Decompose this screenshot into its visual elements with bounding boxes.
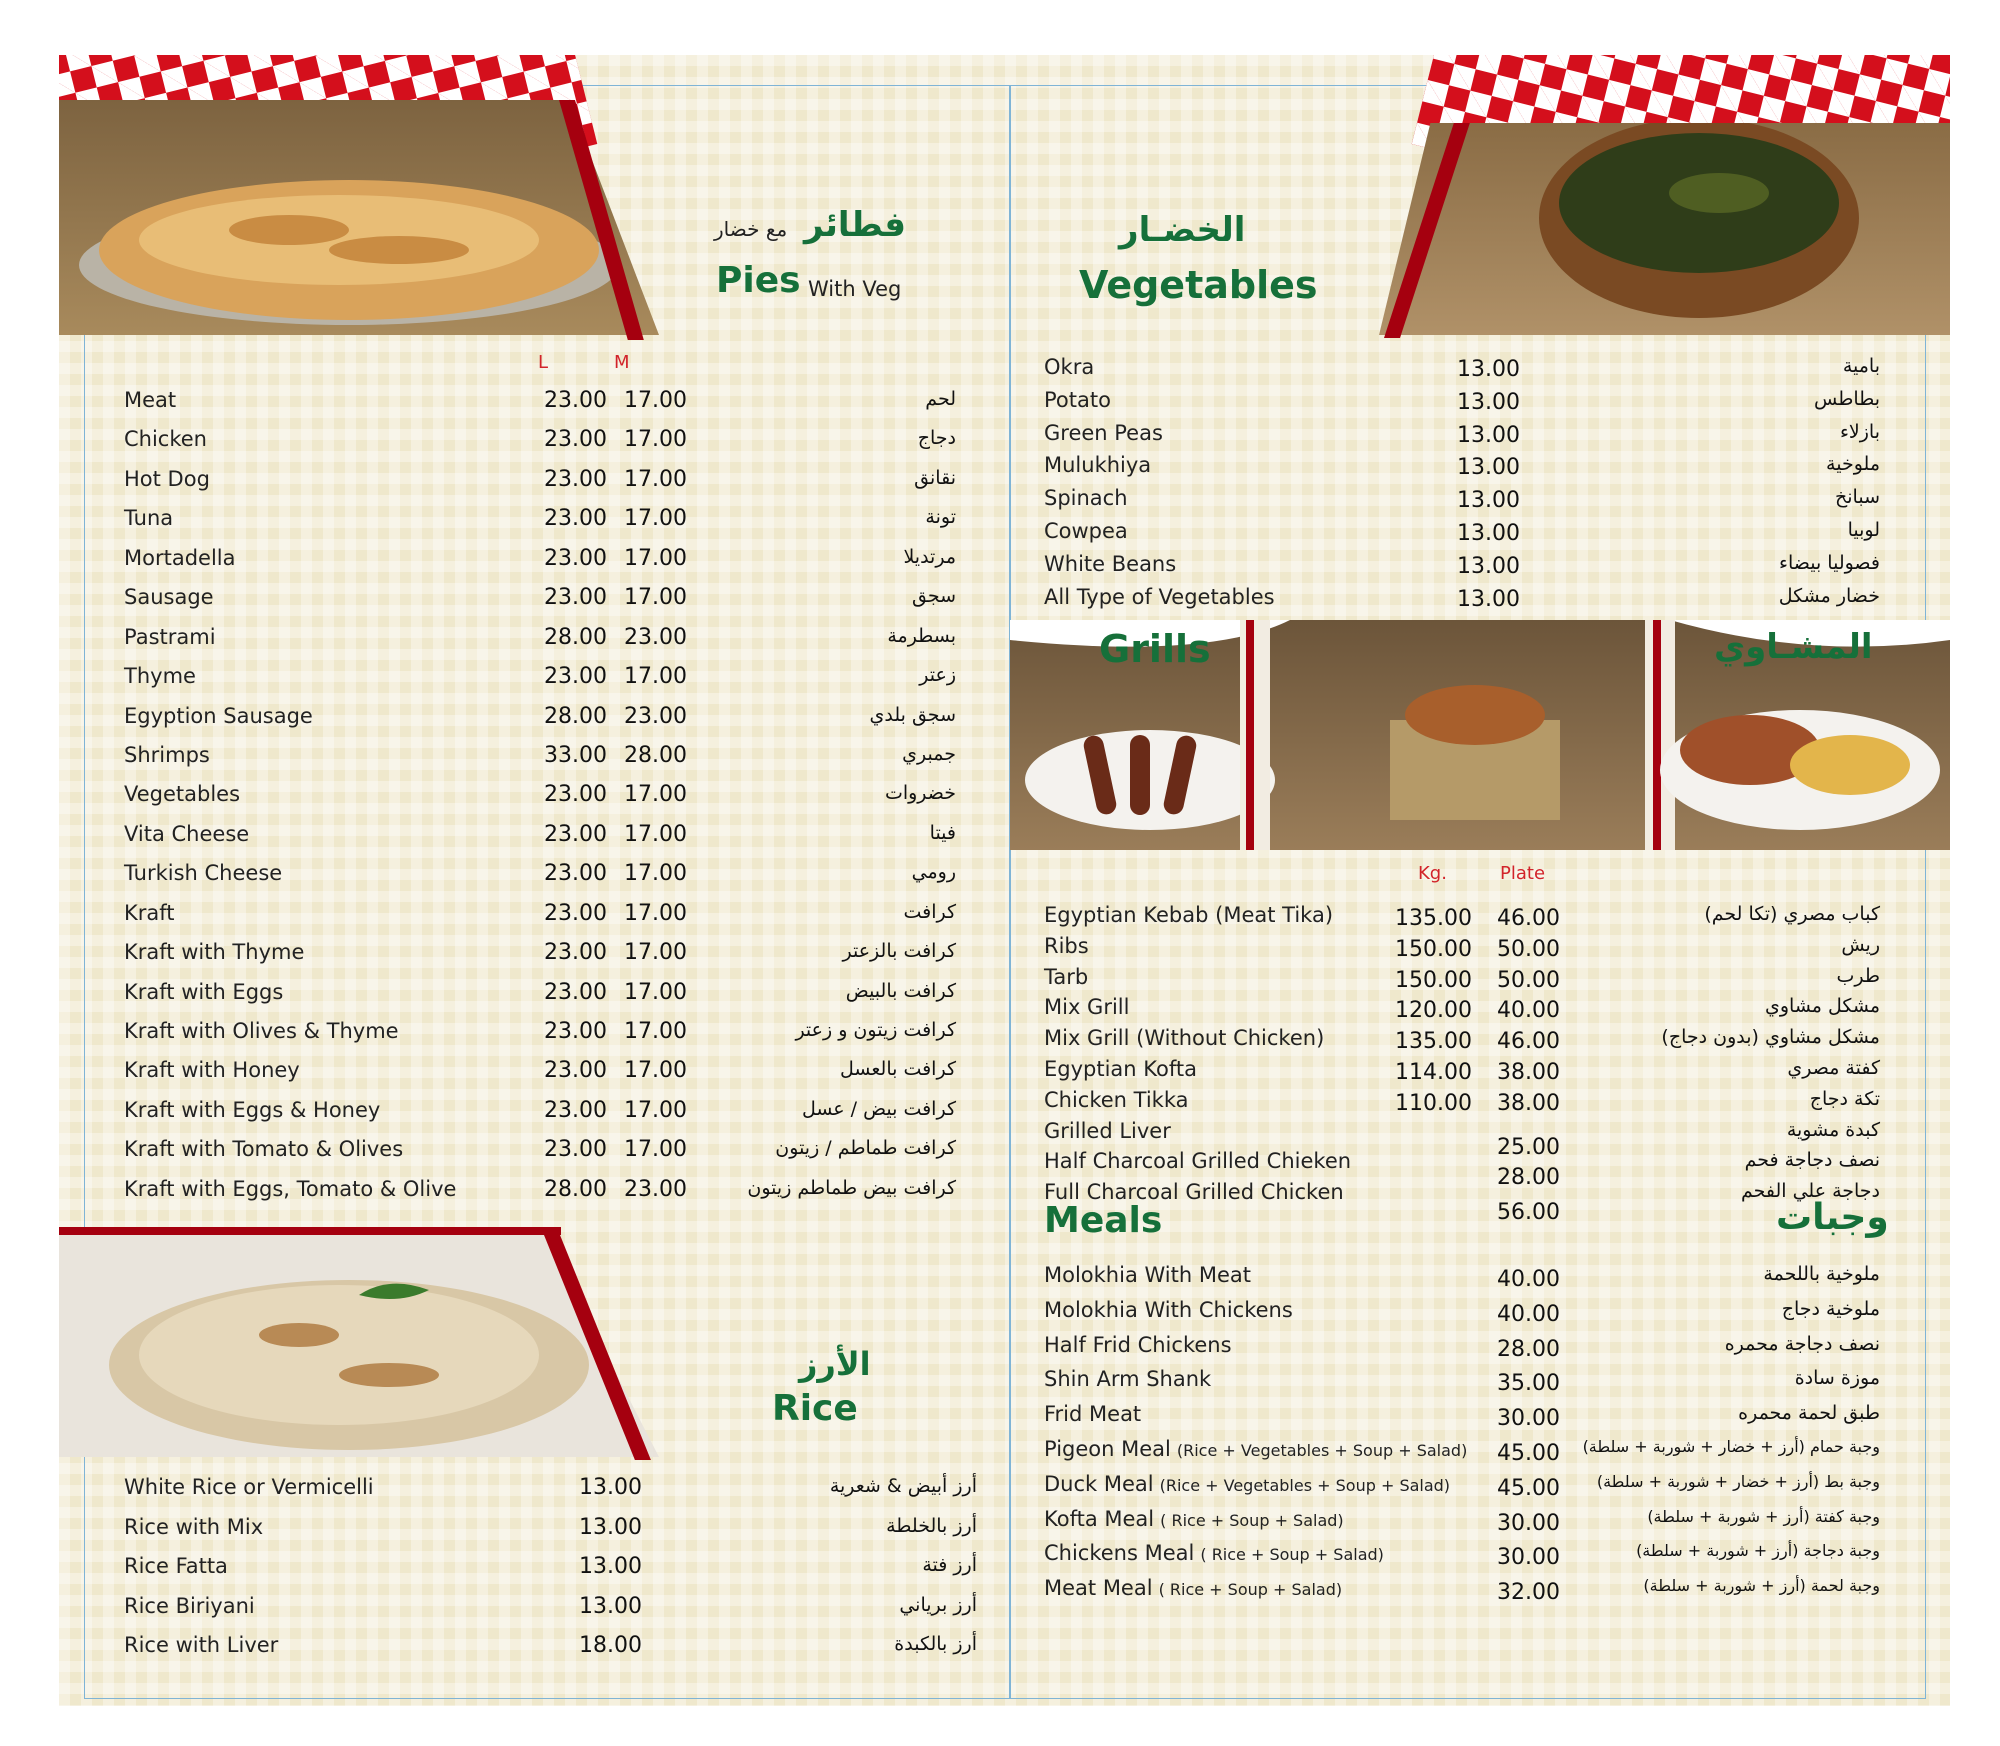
pie-item-price-m: 17.00: [624, 664, 687, 690]
rice-item-row: [124, 1475, 984, 1515]
grill-item-price-kg: 114.00: [1395, 1059, 1472, 1085]
pie-item-name-ar: كرافت بيض / عسل: [801, 1097, 956, 1120]
meal-item-name: [1044, 1507, 1344, 1531]
pie-item-price-l: 23.00: [544, 427, 607, 453]
meal-item-name: [1044, 1263, 1251, 1287]
pie-item-name-ar: خضروات: [884, 782, 956, 805]
rice-item-name: Rice with Mix: [124, 1514, 264, 1539]
pie-item-row: [124, 625, 984, 664]
pie-item-name-ar: كرافت بالبيض: [845, 979, 956, 1002]
pie-item-name-ar: كرافت طماطم / زيتون: [775, 1137, 956, 1160]
grills-col-kg: Kg.: [1418, 863, 1447, 884]
vegetable-item-row: [1044, 388, 1924, 421]
grill-item-name-ar: كبدة مشوية: [1786, 1118, 1880, 1141]
grill-item-name: Egyptian Kebab (Meat Tika): [1044, 903, 1334, 927]
pies-col-l: L: [538, 352, 549, 373]
rice-item-name-ar: أرز فتة: [922, 1554, 977, 1577]
pie-item-row: [124, 506, 984, 545]
meal-item-row: [1044, 1298, 1924, 1333]
rice-photo-top-border: [59, 1227, 561, 1235]
grills-title-en: Grills: [1099, 627, 1211, 671]
grill-item-name-ar: دجاجة علي الفحم: [1740, 1180, 1880, 1203]
grill-item-name: Egyptian Kofta: [1044, 1056, 1197, 1081]
vegetable-item-price: 13.00: [1457, 422, 1520, 448]
pie-item-price-m: 23.00: [624, 1176, 687, 1202]
vegetable-item-name-ar: بامية: [1842, 355, 1880, 377]
pie-item-price-l: 23.00: [544, 585, 607, 611]
pie-item-price-l: 28.00: [544, 703, 607, 729]
vegetable-item-row: [1044, 355, 1924, 388]
pie-item-name: Thyme: [124, 664, 196, 689]
vegetable-item-name: Potato: [1044, 387, 1111, 412]
pie-item-row: [124, 388, 984, 427]
pie-item-price-m: 17.00: [624, 585, 687, 611]
vegetable-item-name-ar: بطاطس: [1813, 387, 1880, 410]
meal-item-name: [1044, 1437, 1467, 1461]
meal-item-note: ( Rice + Soup + Salad): [1200, 1545, 1384, 1565]
grill-item-price-kg: 135.00: [1395, 906, 1472, 931]
pie-item-name: Kraft: [124, 900, 175, 925]
meal-item-price: 30.00: [1497, 1406, 1560, 1432]
pie-item-price-m: 17.00: [624, 1058, 687, 1084]
meal-item-title: Molokhia With Meat: [1044, 1263, 1251, 1287]
grill-item-name-ar: نصف دجاجة فحم: [1744, 1149, 1880, 1172]
rice-item-name-ar: أرز أبيض & شعرية: [829, 1475, 977, 1497]
meal-item-title: Pigeon Meal: [1044, 1436, 1171, 1461]
rice-item-row: [124, 1633, 984, 1673]
grill-item-price-kg: 120.00: [1395, 998, 1472, 1024]
pie-item-price-m: 17.00: [624, 545, 687, 571]
rice-item-name: Rice Fatta: [124, 1554, 228, 1579]
grill-item-price-plate: 56.00: [1497, 1200, 1560, 1226]
vegetable-item-price: 13.00: [1457, 586, 1520, 612]
pie-item-name: Kraft with Honey: [124, 1058, 300, 1083]
grill-item-name: Half Charcoal Grilled Chieken: [1044, 1149, 1352, 1174]
pie-item-name-ar: تونة: [925, 506, 956, 529]
meal-item-price: 30.00: [1497, 1510, 1560, 1536]
vegetable-item-row: [1044, 453, 1924, 486]
grill-item-name-ar: تكة دجاج: [1809, 1087, 1880, 1110]
pie-item-name-ar: كرافت زيتون و زعتر: [795, 1019, 956, 1041]
pie-item-name-ar: كرافت بالعسل: [840, 1058, 956, 1081]
vegetable-item-name: Green Peas: [1044, 420, 1163, 445]
pie-item-price-l: 28.00: [544, 1176, 607, 1202]
pie-item-price-l: 23.00: [544, 1058, 607, 1084]
pie-item-name: Shrimps: [124, 742, 210, 767]
vegetable-item-name: Mulukhiya: [1044, 453, 1152, 478]
rice-item-name-ar: أرز برياني: [899, 1593, 977, 1616]
pie-item-price-m: 28.00: [624, 742, 687, 768]
grill-item-name-ar: مشكل مشاوي: [1764, 995, 1880, 1018]
pie-item-name: Tuna: [124, 506, 174, 531]
pie-item-row: [124, 1058, 984, 1097]
meal-item-row: [1044, 1333, 1924, 1368]
vegetable-item-name-ar: ملوخية: [1826, 453, 1880, 476]
pie-item-price-l: 23.00: [544, 821, 607, 847]
grill-item-row: [1044, 934, 1924, 965]
vegetable-item-price: 13.00: [1457, 455, 1520, 481]
pie-item-name: Chicken: [124, 427, 207, 452]
pie-item-price-m: 17.00: [624, 1097, 687, 1123]
pie-item-price-l: 23.00: [544, 1137, 607, 1163]
vegetable-item-name: Okra: [1044, 355, 1095, 379]
vegetable-item-name: Cowpea: [1044, 518, 1128, 543]
meal-item-row: [1044, 1472, 1924, 1507]
molokhia-photo: [1379, 123, 1950, 335]
meal-item-row: [1044, 1263, 1924, 1298]
pie-item-name-ar: مرتديلا: [903, 545, 956, 568]
vegetable-item-name: All Type of Vegetables: [1044, 584, 1275, 609]
pie-item-price-m: 17.00: [624, 1019, 687, 1044]
pie-item-row: [124, 1177, 984, 1216]
meal-item-name-ar: وجبة لحمة (أرز + شوربة + سلطة): [1643, 1576, 1880, 1596]
rice-item-price: 13.00: [579, 1593, 642, 1619]
grill-item-name: Grilled Liver: [1044, 1118, 1171, 1143]
meals-title-ar: وجبات: [1776, 1197, 1889, 1238]
vegetable-item-row: [1044, 585, 1924, 618]
pie-item-name: Meat: [124, 388, 177, 412]
pie-item-row: [124, 743, 984, 782]
pie-item-name-ar: كرافت: [903, 900, 956, 923]
vegetable-item-name: Spinach: [1044, 486, 1128, 511]
meal-item-price: 40.00: [1497, 1301, 1560, 1327]
pie-item-name: Kraft with Eggs, Tomato & Olive: [124, 1176, 457, 1201]
grill-item-name: Chicken Tikka: [1044, 1087, 1189, 1112]
meal-item-row: [1044, 1507, 1924, 1542]
grill-item-name-ar: كباب مصري (تكا لحم): [1704, 903, 1880, 925]
pie-item-price-l: 33.00: [544, 742, 607, 768]
pie-item-price-l: 23.00: [544, 900, 607, 926]
pies-title-ar: فطائر: [804, 205, 907, 245]
vegetable-item-price: 13.00: [1457, 488, 1520, 514]
rice-item-name: White Rice or Vermicelli: [124, 1475, 374, 1499]
meal-item-price: 32.00: [1497, 1580, 1560, 1606]
vegetable-item-row: [1044, 421, 1924, 454]
meal-item-row: [1044, 1576, 1924, 1611]
grill-item-row: [1044, 965, 1924, 996]
pie-item-name-ar: دجاج: [917, 427, 956, 450]
meal-item-name: [1044, 1333, 1232, 1357]
pie-item-price-m: 17.00: [624, 782, 687, 808]
pie-item-price-l: 23.00: [544, 1019, 607, 1044]
rice-item-price: 18.00: [579, 1633, 642, 1659]
rice-title-en: Rice: [772, 1388, 858, 1429]
pie-item-price-l: 23.00: [544, 940, 607, 966]
pie-item-price-l: 23.00: [544, 861, 607, 887]
pie-item-name-ar: سجق: [911, 585, 956, 608]
grills-title-ar: المشـاوي: [1714, 627, 1873, 667]
meal-item-name-ar: موزة سادة: [1794, 1367, 1880, 1390]
pie-item-price-l: 23.00: [544, 466, 607, 492]
grill-item-row: [1044, 903, 1924, 934]
meal-item-row: [1044, 1541, 1924, 1576]
grill-item-name-ar: مشكل مشاوي (بدون دجاج): [1661, 1026, 1880, 1049]
vegetable-item-price: 13.00: [1457, 357, 1520, 382]
meal-item-title: Chickens Meal: [1044, 1541, 1195, 1566]
meal-item-note: (Rice + Vegetables + Soup + Salad): [1159, 1475, 1451, 1495]
rice-item-row: [124, 1515, 984, 1555]
pie-item-row: [124, 940, 984, 979]
vegetables-title-ar: الخضـار: [1119, 210, 1246, 250]
pie-item-row: [124, 467, 984, 506]
grill-item-name: Full Charcoal Grilled Chicken: [1044, 1180, 1344, 1205]
pie-item-price-l: 23.00: [544, 1097, 607, 1123]
vegetable-item-row: [1044, 519, 1924, 552]
pie-item-price-m: 17.00: [624, 861, 687, 887]
grill-item-row: [1044, 1149, 1924, 1191]
grill-item-price-plate: 38.00: [1497, 1059, 1560, 1085]
grill-item-row: [1044, 1088, 1924, 1119]
pie-item-row: [124, 664, 984, 703]
pie-item-price-m: 17.00: [624, 1137, 687, 1163]
grill-item-row: [1044, 995, 1924, 1026]
meal-item-name-ar: نصف دجاجة محمره: [1724, 1332, 1880, 1355]
meal-item-title: Half Frid Chickens: [1044, 1332, 1232, 1357]
vegetable-item-name-ar: خضار مشكل: [1778, 584, 1880, 607]
meal-item-name: [1044, 1541, 1384, 1565]
meals-title-en: Meals: [1044, 1200, 1163, 1241]
pie-item-row: [124, 546, 984, 585]
vegetable-item-price: 13.00: [1457, 389, 1520, 415]
pies-subtitle-ar: مع خضار: [714, 217, 788, 241]
grill-item-name-ar: ريش: [1841, 933, 1880, 956]
pie-item-name-ar: كرافت بيض طماطم زيتون: [747, 1176, 956, 1199]
pie-item-name-ar: لحم: [925, 388, 956, 410]
pie-item-name-ar: بسطرمة: [887, 624, 956, 647]
pie-item-price-m: 17.00: [624, 427, 687, 453]
meal-item-note: (Rice + Vegetables + Soup + Salad): [1176, 1440, 1468, 1460]
pie-item-price-l: 23.00: [544, 506, 607, 532]
pie-item-price-l: 23.00: [544, 388, 607, 413]
grill-item-price-plate: 25.00: [1497, 1134, 1560, 1160]
pie-item-price-l: 28.00: [544, 624, 607, 650]
meals-list: [1044, 1263, 1924, 1611]
grill-item-row: [1044, 1118, 1924, 1160]
meal-item-name-ar: ملوخية باللحمة: [1763, 1263, 1880, 1285]
meal-item-price: 40.00: [1497, 1267, 1560, 1292]
pie-item-name: Pastrami: [124, 624, 216, 649]
meal-item-title: Duck Meal: [1044, 1471, 1154, 1496]
pie-item-name-ar: زعتر: [919, 664, 956, 687]
grill-item-price-plate: 28.00: [1497, 1165, 1560, 1191]
pie-item-row: [124, 980, 984, 1019]
pies-subtitle-en: With Veg: [808, 277, 902, 301]
meal-item-name: [1044, 1472, 1450, 1496]
grill-item-row: [1044, 1057, 1924, 1088]
pie-item-name-ar: نقانق: [914, 466, 956, 489]
pie-item-row: [124, 704, 984, 743]
pie-item-price-m: 17.00: [624, 506, 687, 532]
grill-item-price-kg: 150.00: [1395, 967, 1472, 993]
meal-item-name: [1044, 1576, 1342, 1600]
grill-item-name: Mix Grill (Without Chicken): [1044, 1026, 1325, 1051]
grill-item-name: Tarb: [1044, 964, 1089, 989]
pie-item-name: Vita Cheese: [124, 821, 250, 846]
grill-item-price-plate: 50.00: [1497, 967, 1560, 993]
pie-item-price-l: 23.00: [544, 979, 607, 1005]
pie-item-name: Kraft with Tomato & Olives: [124, 1137, 404, 1162]
grill-item-row: [1044, 1026, 1924, 1057]
rice-title-ar: الأرز: [799, 1345, 871, 1383]
meal-item-title: Frid Meat: [1044, 1402, 1142, 1427]
pies-col-m: M: [614, 352, 630, 373]
meal-item-row: [1044, 1402, 1924, 1437]
pie-item-row: [124, 861, 984, 900]
vegetable-item-name-ar: بازلاء: [1839, 420, 1880, 443]
pie-item-name-ar: سجق بلدي: [869, 703, 956, 726]
pie-item-name: Hot Dog: [124, 466, 210, 491]
rice-item-row: [124, 1554, 984, 1594]
pie-item-name: Sausage: [124, 585, 214, 610]
pie-item-row: [124, 901, 984, 940]
pie-item-name-ar: كرافت بالزعتر: [842, 940, 956, 963]
vegetable-item-name-ar: سبانخ: [1835, 486, 1880, 509]
grill-item-name-ar: كفتة مصري: [1787, 1056, 1880, 1079]
pie-item-row: [124, 1137, 984, 1176]
rice-list: [124, 1475, 984, 1673]
pie-item-name: Kraft with Eggs & Honey: [124, 1097, 381, 1122]
meal-item-price: 28.00: [1497, 1336, 1560, 1362]
meal-item-price: 35.00: [1497, 1371, 1560, 1397]
rice-item-name: Rice Biriyani: [124, 1593, 255, 1618]
meal-item-price: 45.00: [1497, 1475, 1560, 1501]
rice-item-row: [124, 1594, 984, 1634]
pie-item-price-l: 23.00: [544, 545, 607, 571]
pie-item-price-m: 23.00: [624, 624, 687, 650]
meal-item-name-ar: وجبة كفتة (أرز + شوربة + سلطة): [1647, 1506, 1880, 1526]
meal-item-price: 45.00: [1497, 1440, 1560, 1466]
vegetable-item-price: 13.00: [1457, 553, 1520, 579]
pie-item-price-l: 23.00: [544, 782, 607, 808]
meal-item-name-ar: وجبة حمام (أرز + خضار + شوربة + سلطة): [1582, 1436, 1880, 1456]
pie-item-name: Kraft with Thyme: [124, 940, 305, 965]
meal-item-name-ar: وجبة دجاجة (أرز + شوربة + سلطة): [1636, 1541, 1880, 1561]
vegetable-item-name-ar: لوبيا: [1847, 518, 1880, 541]
pie-item-price-m: 17.00: [624, 979, 687, 1005]
pie-item-row: [124, 585, 984, 624]
meal-item-name-ar: وجبة بط (أرز + خضار + شوربة + سلطة): [1596, 1471, 1880, 1491]
grill-item-name: Ribs: [1044, 933, 1089, 958]
rice-item-price: 13.00: [579, 1554, 642, 1580]
pie-item-price-m: 17.00: [624, 821, 687, 847]
meal-item-row: [1044, 1437, 1924, 1472]
meal-item-name: [1044, 1298, 1293, 1322]
rice-item-price: 13.00: [579, 1514, 642, 1540]
grill-item-price-plate: 38.00: [1497, 1090, 1560, 1116]
grill-item-name: Mix Grill: [1044, 995, 1130, 1020]
rice-item-name: Rice with Liver: [124, 1633, 279, 1658]
rice-item-name-ar: أرز بالكبدة: [894, 1633, 977, 1656]
menu-spread: [59, 55, 1950, 1706]
pie-item-price-m: 17.00: [624, 388, 687, 413]
pie-item-row: [124, 782, 984, 821]
meal-item-title: Kofta Meal: [1044, 1506, 1155, 1531]
pie-item-price-l: 23.00: [544, 664, 607, 690]
grill-item-price-plate: 46.00: [1497, 906, 1560, 931]
pie-item-name-ar: جمبري: [902, 742, 956, 765]
pie-item-name: Kraft with Olives & Thyme: [124, 1019, 399, 1043]
pie-item-row: [124, 427, 984, 466]
rice-item-name-ar: أرز بالخلطة: [886, 1514, 977, 1537]
meal-item-price: 30.00: [1497, 1545, 1560, 1571]
vegetable-item-name-ar: فصوليا بيضاء: [1779, 551, 1880, 574]
vegetable-item-name: White Beans: [1044, 551, 1177, 576]
vegetable-item-row: [1044, 552, 1924, 585]
pie-item-price-m: 17.00: [624, 940, 687, 966]
vegetable-item-price: 13.00: [1457, 520, 1520, 546]
pie-item-price-m: 23.00: [624, 703, 687, 729]
center-fold: [1009, 85, 1010, 1697]
grill-item-price-kg: 110.00: [1395, 1090, 1472, 1116]
grill-item-price-kg: 150.00: [1395, 936, 1472, 962]
vegetables-title-en: Vegetables: [1079, 263, 1318, 307]
meal-item-note: ( Rice + Soup + Salad): [1160, 1510, 1344, 1530]
grills-col-plate: Plate: [1500, 863, 1546, 884]
pie-item-row: [124, 1019, 984, 1058]
pie-item-price-m: 17.00: [624, 900, 687, 926]
pies-title-en: Pies: [716, 260, 801, 301]
meal-item-name: [1044, 1367, 1211, 1391]
meal-item-row: [1044, 1367, 1924, 1402]
meal-item-title: Shin Arm Shank: [1044, 1367, 1212, 1392]
pie-item-name: Egyption Sausage: [124, 703, 313, 728]
grill-item-name-ar: طرب: [1836, 964, 1880, 987]
pie-item-price-m: 17.00: [624, 466, 687, 492]
pie-item-name: Mortadella: [124, 545, 236, 570]
meal-item-title: Meat Meal: [1044, 1576, 1153, 1601]
pie-item-name: Vegetables: [124, 782, 241, 807]
vegetables-list: [1044, 355, 1924, 617]
grill-item-price-plate: 50.00: [1497, 936, 1560, 962]
pie-item-name: Kraft with Eggs: [124, 979, 284, 1004]
meal-item-title: Molokhia With Chickens: [1044, 1297, 1293, 1322]
meal-item-name-ar: طبق لحمة محمره: [1738, 1402, 1880, 1425]
grill-item-price-plate: 40.00: [1497, 998, 1560, 1024]
pie-item-name: Turkish Cheese: [124, 861, 283, 886]
rice-item-price: 13.00: [579, 1475, 642, 1500]
pie-item-name-ar: فيتا: [929, 821, 956, 844]
meal-item-note: ( Rice + Soup + Salad): [1158, 1580, 1343, 1600]
grill-item-price-plate: 46.00: [1497, 1029, 1560, 1055]
meal-item-name-ar: ملوخية دجاج: [1781, 1297, 1880, 1320]
pie-item-name-ar: رومي: [911, 861, 956, 884]
pie-item-row: [124, 1098, 984, 1137]
pies-list: [124, 388, 984, 1216]
meal-item-name: [1044, 1402, 1141, 1426]
vegetable-item-row: [1044, 486, 1924, 519]
pie-item-row: [124, 822, 984, 861]
grill-item-price-kg: 135.00: [1395, 1029, 1472, 1055]
